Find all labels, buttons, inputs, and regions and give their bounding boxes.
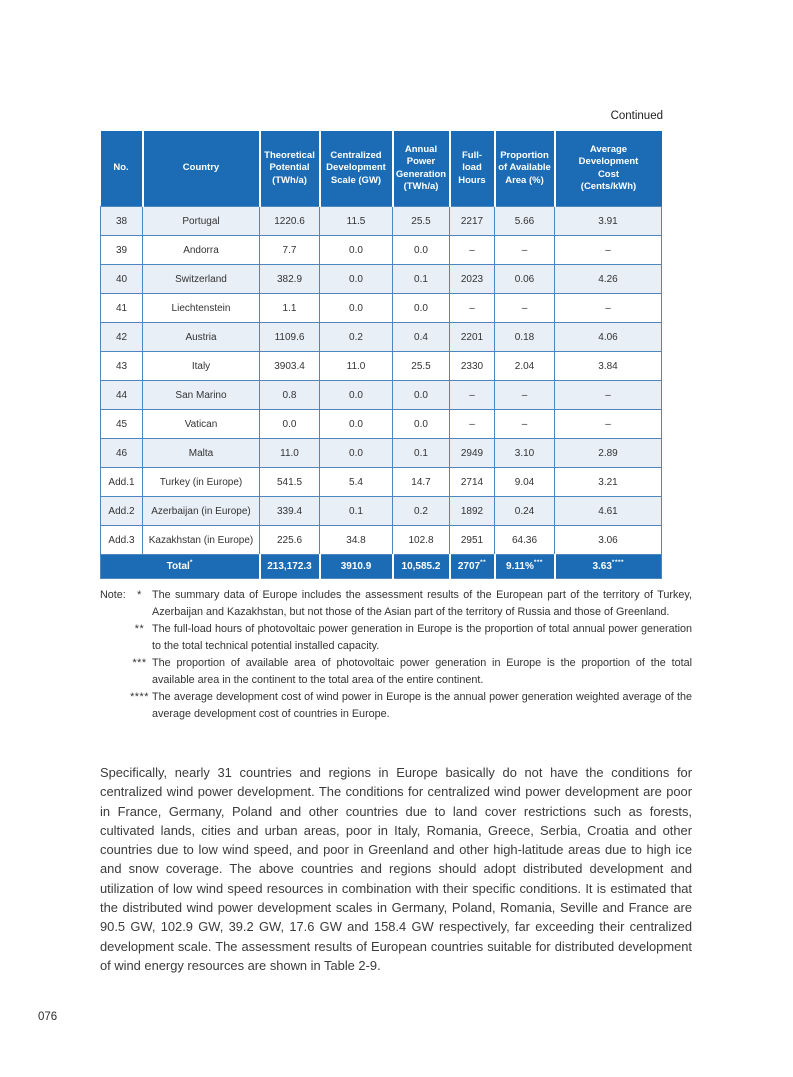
table-cell: 2949 (450, 439, 495, 468)
table-cell: Liechtenstein (143, 294, 260, 323)
table-cell: Add.1 (101, 468, 143, 497)
table-cell: 42 (101, 323, 143, 352)
table-cell: 43 (101, 352, 143, 381)
table-row (101, 381, 662, 410)
note-item (100, 689, 692, 723)
column-header-avg-dev-cost: Average Development Cost (Cents/kWh) (555, 131, 662, 207)
column-header-theoretical-potential: Theoretical Potential (TWh/a) (260, 131, 320, 207)
table-cell: 4.61 (555, 497, 662, 526)
table-cell: 2201 (450, 323, 495, 352)
table-cell: Andorra (143, 236, 260, 265)
table-cell: – (555, 381, 662, 410)
note-text: The average development cost of wind power in Europe is the annual power generation weighted average of the average development cost of countries in Europe. (152, 691, 692, 720)
table-cell: Austria (143, 323, 260, 352)
table-cell: 102.8 (393, 526, 450, 555)
table-cell: 2217 (450, 207, 495, 236)
table-body (101, 207, 662, 555)
table-cell: Turkey (in Europe) (143, 468, 260, 497)
table-cell: 0.06 (495, 265, 555, 294)
table-cell: Add.3 (101, 526, 143, 555)
table-cell: 3.06 (555, 526, 662, 555)
table-cell: 4.26 (555, 265, 662, 294)
table-cell: 38 (101, 207, 143, 236)
table-cell: 14.7 (393, 468, 450, 497)
table-cell: – (495, 294, 555, 323)
note-item (100, 587, 692, 621)
table-cell: 0.1 (393, 265, 450, 294)
table-cell: 0.0 (393, 294, 450, 323)
total-cell: 3.63**** (555, 555, 662, 579)
table-cell: 3.10 (495, 439, 555, 468)
table-cell: 0.4 (393, 323, 450, 352)
table-cell: 11.0 (260, 439, 320, 468)
total-cell: 10,585.2 (393, 555, 450, 579)
table-cell: 0.0 (393, 410, 450, 439)
table-cell: San Marino (143, 381, 260, 410)
table-cell: 39 (101, 236, 143, 265)
table-cell: 9.04 (495, 468, 555, 497)
note-marker: * (137, 589, 142, 601)
table-cell: Italy (143, 352, 260, 381)
notes-section (100, 587, 692, 723)
table-cell: 7.7 (260, 236, 320, 265)
note-label: Note: (100, 589, 126, 601)
table-cell: Kazakhstan (in Europe) (143, 526, 260, 555)
table-cell: 2.89 (555, 439, 662, 468)
table-cell: 0.2 (320, 323, 393, 352)
column-header-no: No. (101, 131, 143, 207)
table-cell: 0.0 (320, 439, 393, 468)
table-cell: Vatican (143, 410, 260, 439)
table-cell: 41 (101, 294, 143, 323)
table-row (101, 410, 662, 439)
header-row (101, 131, 662, 207)
table-cell: 382.9 (260, 265, 320, 294)
table-cell: 46 (101, 439, 143, 468)
table-cell: 0.24 (495, 497, 555, 526)
note-item (100, 621, 692, 655)
table-cell: – (555, 236, 662, 265)
table-cell: Add.2 (101, 497, 143, 526)
column-header-available-area: Proportion of Available Area (%) (495, 131, 555, 207)
table-cell: 5.66 (495, 207, 555, 236)
total-cell: 2707** (450, 555, 495, 579)
table-cell: 2714 (450, 468, 495, 497)
table-cell: 0.18 (495, 323, 555, 352)
note-marker: ** (134, 623, 145, 635)
table-row (101, 294, 662, 323)
table-row (101, 468, 662, 497)
table-cell: 0.0 (320, 236, 393, 265)
table-cell: 2.04 (495, 352, 555, 381)
note-text: The proportion of available area of photovoltaic power generation in Europe is the proportion of the total available area in the continent to the total area of the entire continent. (152, 657, 692, 686)
table-cell: 4.06 (555, 323, 662, 352)
total-cell: 3910.9 (320, 555, 393, 579)
total-cell: 213,172.3 (260, 555, 320, 579)
table-cell: 0.8 (260, 381, 320, 410)
column-header-centralized-scale: Centralized Development Scale (GW) (320, 131, 393, 207)
table-cell: 1892 (450, 497, 495, 526)
table-cell: 0.0 (393, 381, 450, 410)
table-cell: 0.0 (320, 410, 393, 439)
table-cell: – (495, 381, 555, 410)
table-cell: Azerbaijan (in Europe) (143, 497, 260, 526)
table-cell: – (495, 410, 555, 439)
table-cell: 11.5 (320, 207, 393, 236)
table-row (101, 265, 662, 294)
table-cell: – (555, 294, 662, 323)
table-cell: 34.8 (320, 526, 393, 555)
table-cell: – (450, 381, 495, 410)
table-cell: 64.36 (495, 526, 555, 555)
table-cell: 3.21 (555, 468, 662, 497)
table-cell: Portugal (143, 207, 260, 236)
column-header-annual-generation: Annual Power Generation (TWh/a) (393, 131, 450, 207)
table-cell: 0.1 (393, 439, 450, 468)
table-cell: 0.0 (320, 265, 393, 294)
table-cell: 339.4 (260, 497, 320, 526)
note-text: The full-load hours of photovoltaic power generation in Europe is the proportion of total annual power generation to the total technical potential installed capacity. (152, 623, 692, 652)
europe-wind-assessment-table-wrap (100, 131, 662, 579)
table-cell: 44 (101, 381, 143, 410)
table-cell: 25.5 (393, 352, 450, 381)
table-header (101, 131, 662, 207)
table-cell: 1109.6 (260, 323, 320, 352)
table-cell: 45 (101, 410, 143, 439)
table-cell: 0.0 (260, 410, 320, 439)
table-cell: – (450, 236, 495, 265)
table-cell: 0.0 (393, 236, 450, 265)
table-cell: 1220.6 (260, 207, 320, 236)
page-number: 076 (38, 1011, 58, 1023)
table-cell: 1.1 (260, 294, 320, 323)
table-cell: 0.1 (320, 497, 393, 526)
total-row (101, 555, 662, 579)
table-cell: 0.0 (320, 381, 393, 410)
table-row (101, 207, 662, 236)
total-cell: 9.11%*** (495, 555, 555, 579)
table-footer (101, 555, 662, 579)
table-cell: 0.0 (320, 294, 393, 323)
total-label-superscript: * (189, 559, 193, 566)
column-header-full-load-hours: Full-load Hours (450, 131, 495, 207)
table-cell: 0.2 (393, 497, 450, 526)
note-marker: *** (132, 657, 147, 669)
table-cell: 3.84 (555, 352, 662, 381)
column-header-country: Country (143, 131, 260, 207)
table-cell: 5.4 (320, 468, 393, 497)
table-cell: – (450, 294, 495, 323)
table-cell: 25.5 (393, 207, 450, 236)
table-row (101, 352, 662, 381)
continued-label: Continued (610, 110, 663, 122)
table-cell: 40 (101, 265, 143, 294)
total-label-cell: Total* (101, 555, 260, 579)
table-row (101, 526, 662, 555)
table-row (101, 236, 662, 265)
note-item (100, 655, 692, 689)
table-cell: 3.91 (555, 207, 662, 236)
table-cell: 2951 (450, 526, 495, 555)
body-paragraph: Specifically, nearly 31 countries and regions in Europe basically do not have the conditions for centralized wind power development. The conditions for centralized wind power development are poor in France, Germany, Poland and other countries due to land cover restrictions such as forests, cultivated lands, cities and urban areas, poor in Italy, Romania, Greece, Serbia, Croatia and other countries due to low wind speed, and poor in Greenland and other high-latitude areas due to high ice and snow coverage. The above countries and regions should adopt distributed development and utilization of low wind speed resources in combination with their specific conditions. It is estimated that the distributed wind power development scales in Germany, Poland, Romania, Seville and France are 90.5 GW, 102.9 GW, 39.2 GW, 17.6 GW and 158.4 GW respectively, far exceeding their centralized development scale. The assessment results of European countries suitable for distributed development of wind energy resources are shown in Table 2-9. (100, 765, 692, 973)
table-cell: 541.5 (260, 468, 320, 497)
table-cell: Malta (143, 439, 260, 468)
table-cell: – (495, 236, 555, 265)
table-cell: 2330 (450, 352, 495, 381)
table-cell: 3903.4 (260, 352, 320, 381)
table-cell: 11.0 (320, 352, 393, 381)
table-cell: – (450, 410, 495, 439)
europe-wind-assessment-table (100, 131, 662, 579)
table-row (101, 497, 662, 526)
note-marker: **** (130, 691, 149, 703)
table-cell: 225.6 (260, 526, 320, 555)
table-cell: – (555, 410, 662, 439)
table-cell: Switzerland (143, 265, 260, 294)
table-cell: 2023 (450, 265, 495, 294)
table-row (101, 323, 662, 352)
note-text: The summary data of Europe includes the assessment results of the European part of the territory of Turkey, Azerbaijan and Kazakhstan, but not those of the Asian part of the territory of Russia and those of Greenland. (152, 589, 692, 618)
table-row (101, 439, 662, 468)
